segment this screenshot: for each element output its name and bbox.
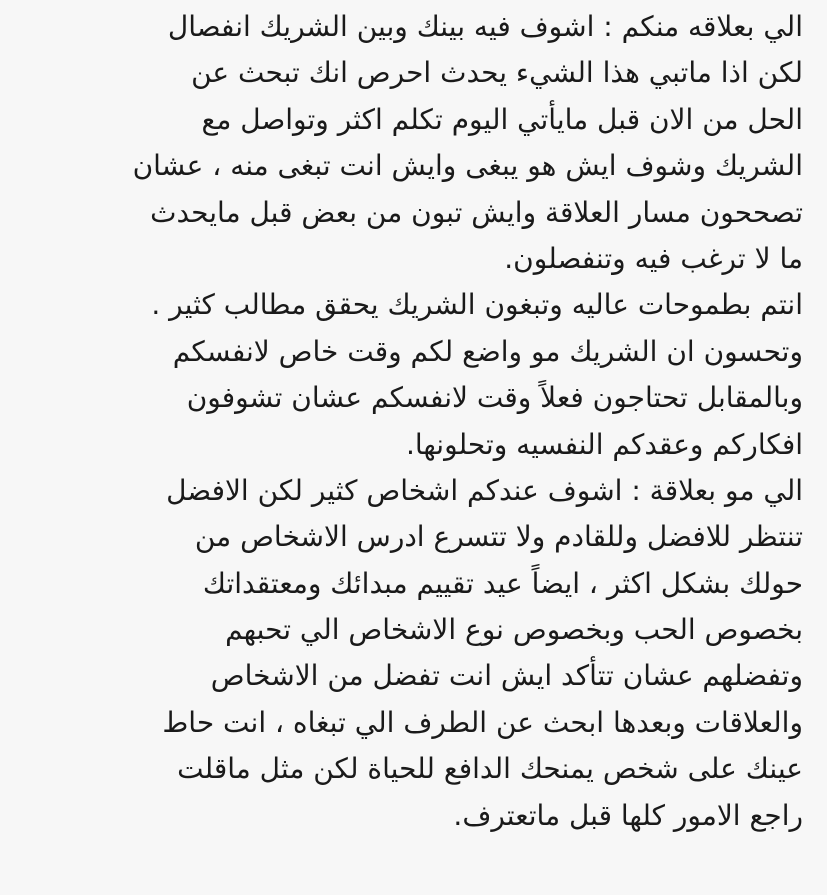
text-line: الحل من الان قبل مايأتي اليوم تكلم اكثر وتواصل مع	[201, 102, 803, 136]
text-line: بخصوص الحب وبخصوص نوع الاشخاص الي تحبهم	[225, 613, 803, 647]
text-line: انتم بطموحات عاليه وتبغون الشريك يحقق مطالب كثير .	[151, 288, 803, 322]
text-line: وبالمقابل تحتاجون فعلاً وقت لانفسكم عشان تشوفون	[186, 381, 803, 415]
text-line: الي بعلاقه منكم : اشوف فيه بينك وبين الشريك انفصال	[167, 10, 803, 43]
text-line: حولك بشكل اكثر ، ايضاً عيد تقييم مبدائك ومعتقداتك	[202, 566, 803, 600]
text-line: راجع الامور كلها قبل ماتعترف.	[453, 798, 803, 832]
text-line: تصححون مسار العلاقة وايش تبون من بعض قبل مايحدث	[150, 195, 803, 229]
text-line: والعلاقات وبعدها ابحث عن الطرف الي تبغاه ، انت حاط	[162, 705, 803, 739]
text-line: افكاركم وعقدكم النفسيه وتحلونها.	[405, 427, 803, 461]
text-line: عينك على شخص يمنحك الدافع للحياة لكن مثل ماقلت	[177, 752, 803, 786]
text-line: الي مو بعلاقة : اشوف عندكم اشخاص كثير لكن الافضل	[166, 473, 803, 507]
text-line: الشريك وشوف ايش هو يبغى وايش انت تبغى منه ، عشان	[132, 149, 803, 183]
text-line: لكن اذا ماتبي هذا الشيء يحدث احرص انك تبحث عن	[191, 56, 803, 90]
text-line: ما لا ترغب فيه وتنفصلون.	[504, 241, 803, 275]
text-line: تنتظر للافضل وللقادم ولا تتسرع ادرس الاشخاص من	[194, 520, 803, 554]
document-text	[13, 4, 803, 839]
text-line: وتحسون ان الشريك مو واضع لكم وقت خاص لانفسكم	[172, 334, 803, 368]
text-line: وتفضلهم عشان تتأكد ايش انت تفضل من الاشخاص	[210, 659, 803, 693]
